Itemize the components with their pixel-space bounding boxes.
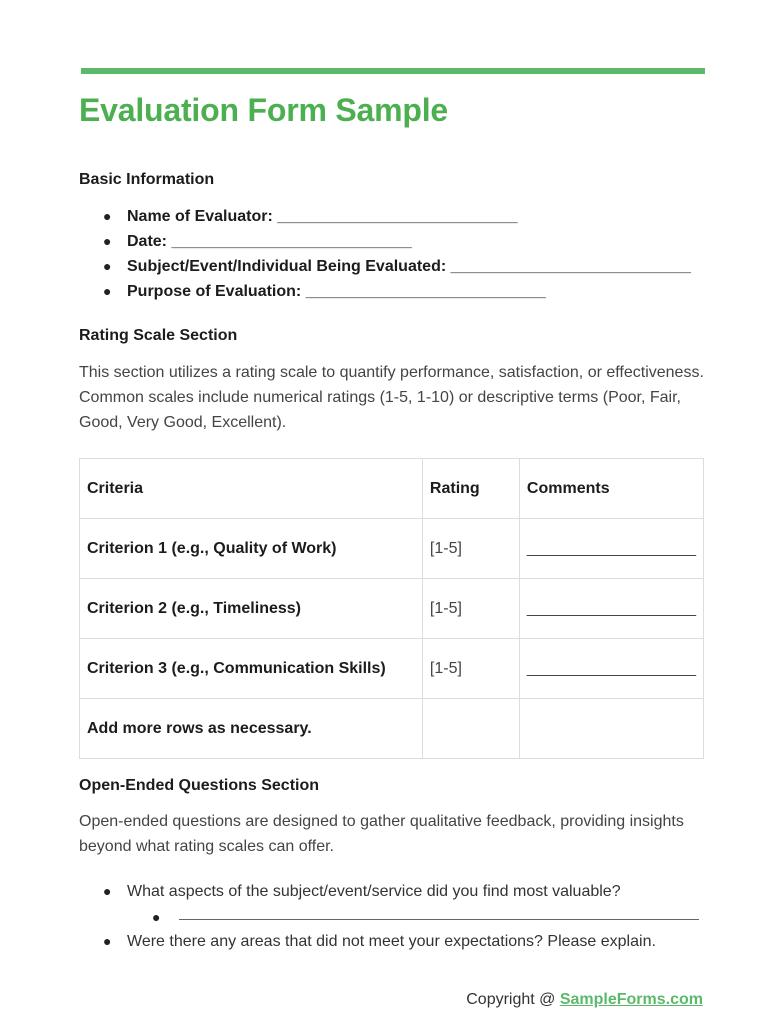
answer-line-item — [152, 907, 712, 927]
criteria-cell: Criterion 1 (e.g., Quality of Work) — [80, 519, 423, 579]
bullet-icon: ● — [103, 883, 112, 899]
criteria-cell: Add more rows as necessary. — [80, 699, 423, 759]
list-item — [79, 254, 719, 279]
purpose-field: Purpose of Evaluation: ___________________________ — [127, 283, 546, 300]
question-text: Were there any areas that did not meet your expectations? Please explain. — [127, 933, 656, 950]
top-accent-rule — [81, 68, 705, 74]
open-ended-description: Open-ended questions are designed to gather qualitative feedback, providing insights beyond what rating scales can offer. — [79, 813, 684, 855]
open-ended-heading: Open-Ended Questions Section — [79, 777, 320, 794]
rating-table — [79, 458, 704, 759]
page-title: Evaluation Form Sample — [79, 92, 449, 128]
list-item — [79, 229, 719, 254]
subject-field: Subject/Event/Individual Being Evaluated: ___________________________ — [127, 258, 691, 275]
basic-information-list — [79, 204, 719, 304]
list-item — [79, 204, 719, 229]
bullet-icon: ● — [103, 283, 112, 299]
comments-cell: ___________________ — [519, 639, 703, 699]
bullet-icon: ● — [103, 208, 112, 224]
table-row — [80, 639, 704, 699]
comments-cell: ___________________ — [519, 579, 703, 639]
table-header-row — [80, 459, 704, 519]
rating-cell: [1-5] — [422, 579, 519, 639]
list-item — [79, 279, 719, 304]
comments-cell — [519, 699, 703, 759]
rating-cell — [422, 699, 519, 759]
footer-copyright — [466, 991, 703, 1009]
open-ended-question-list-continued — [79, 929, 719, 954]
column-header-criteria: Criteria — [80, 459, 423, 519]
list-item — [79, 929, 719, 954]
question-text: What aspects of the subject/event/service did you find most valuable? — [127, 883, 621, 900]
column-header-comments: Comments — [519, 459, 703, 519]
rating-cell: [1-5] — [422, 639, 519, 699]
bullet-icon: ● — [152, 909, 161, 925]
criteria-cell: Criterion 3 (e.g., Communication Skills) — [80, 639, 423, 699]
table-row — [80, 579, 704, 639]
evaluator-name-field: Name of Evaluator: ___________________________ — [127, 208, 518, 225]
basic-information-heading: Basic Information — [79, 171, 215, 188]
rating-scale-description: This section utilizes a rating scale to quantify performance, satisfaction, or effectiveness. Common scales include numerical ratings (1-5, 1-10) or descriptive terms (Poor, Fair, Good, Very Good, Excellent). — [79, 364, 704, 431]
answer-line — [179, 919, 699, 920]
rating-cell: [1-5] — [422, 519, 519, 579]
brand-link[interactable]: SampleForms.com — [559, 991, 703, 1008]
comments-cell: ___________________ — [519, 519, 703, 579]
bullet-icon: ● — [103, 258, 112, 274]
list-item — [79, 879, 719, 904]
copyright-prefix: Copyright @ — [466, 991, 560, 1008]
table-row — [80, 699, 704, 759]
bullet-icon: ● — [103, 933, 112, 949]
criteria-cell: Criterion 2 (e.g., Timeliness) — [80, 579, 423, 639]
column-header-rating: Rating — [422, 459, 519, 519]
table-row — [80, 519, 704, 579]
bullet-icon: ● — [103, 233, 112, 249]
open-ended-question-list — [79, 879, 719, 904]
date-field: Date: ___________________________ — [127, 233, 412, 250]
rating-scale-heading: Rating Scale Section — [79, 327, 238, 344]
